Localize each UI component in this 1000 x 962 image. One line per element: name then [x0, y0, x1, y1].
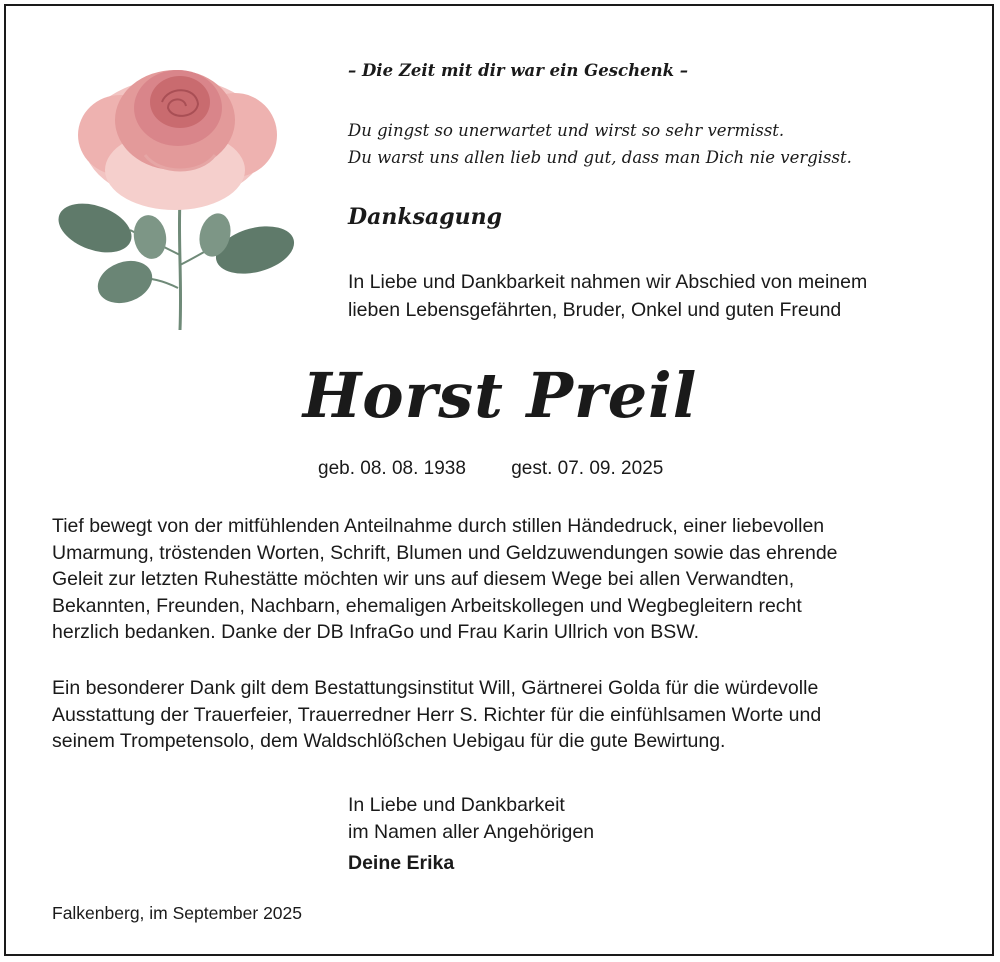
motto: – Die Zeit mit dir war ein Geschenk –: [348, 61, 689, 80]
poem: [348, 117, 852, 171]
intro-line: In Liebe und Dankbarkeit nahmen wir Abschied von meinem: [348, 271, 868, 293]
poem-line: Du gingst so unerwartet und wirst so sehr vermisst.: [348, 121, 785, 140]
poem-line: Du warst uns allen lieb und gut, dass man Dich nie vergisst.: [348, 148, 852, 167]
closing-line: In Liebe und Dankbarkeit: [348, 794, 565, 816]
paragraph-line: seinem Trompetensolo, dem Waldschlößchen Uebigau für die gute Bewirtung.: [52, 730, 726, 752]
paragraph-line: Umarmung, tröstenden Worten, Schrift, Blumen und Geldzuwendungen sowie das ehrende: [52, 541, 838, 564]
thanks-paragraph-2: [52, 675, 821, 755]
paragraph-line: Bekannten, Freunden, Nachbarn, ehemaligen Arbeitskollegen und Wegbegleitern recht: [52, 594, 802, 617]
closing-text: [348, 792, 594, 846]
paragraph-line: herzlich bedanken. Danke der DB InfraGo und Frau Karin Ullrich von BSW.: [52, 621, 700, 643]
paragraph-line: Ausstattung der Trauerfeier, Trauerredner Herr S. Richter für die einfühlsamen Worte und: [52, 703, 822, 726]
rose-illustration: [50, 50, 300, 335]
paragraph-line: Ein besonderer Dank gilt dem Bestattungsinstitut Will, Gärtnerei Golda für die würdevolle: [52, 677, 819, 699]
life-dates: [318, 458, 663, 480]
closing-line: im Namen aller Angehörigen: [348, 821, 595, 843]
death-date: gest. 07. 09. 2025: [511, 458, 664, 479]
thanks-paragraph-1: [52, 513, 838, 646]
paragraph-line: Geleit zur letzten Ruhestätte möchten wir uns auf diesem Wege bei allen Verwandten,: [52, 568, 795, 590]
place-and-date: Falkenberg, im September 2025: [52, 903, 302, 923]
paragraph-line: Tief bewegt von der mitfühlenden Anteilnahme durch stillen Händedruck, einer liebevollen: [52, 515, 825, 537]
heading-danksagung: Danksagung: [348, 204, 502, 230]
deceased-name: Horst Preil: [302, 359, 698, 432]
intro-line: lieben Lebensgefährten, Bruder, Onkel und guten Freund: [348, 299, 842, 321]
birth-date: geb. 08. 08. 1938: [318, 458, 466, 479]
intro-text: [348, 268, 867, 324]
signature: Deine Erika: [348, 852, 455, 874]
